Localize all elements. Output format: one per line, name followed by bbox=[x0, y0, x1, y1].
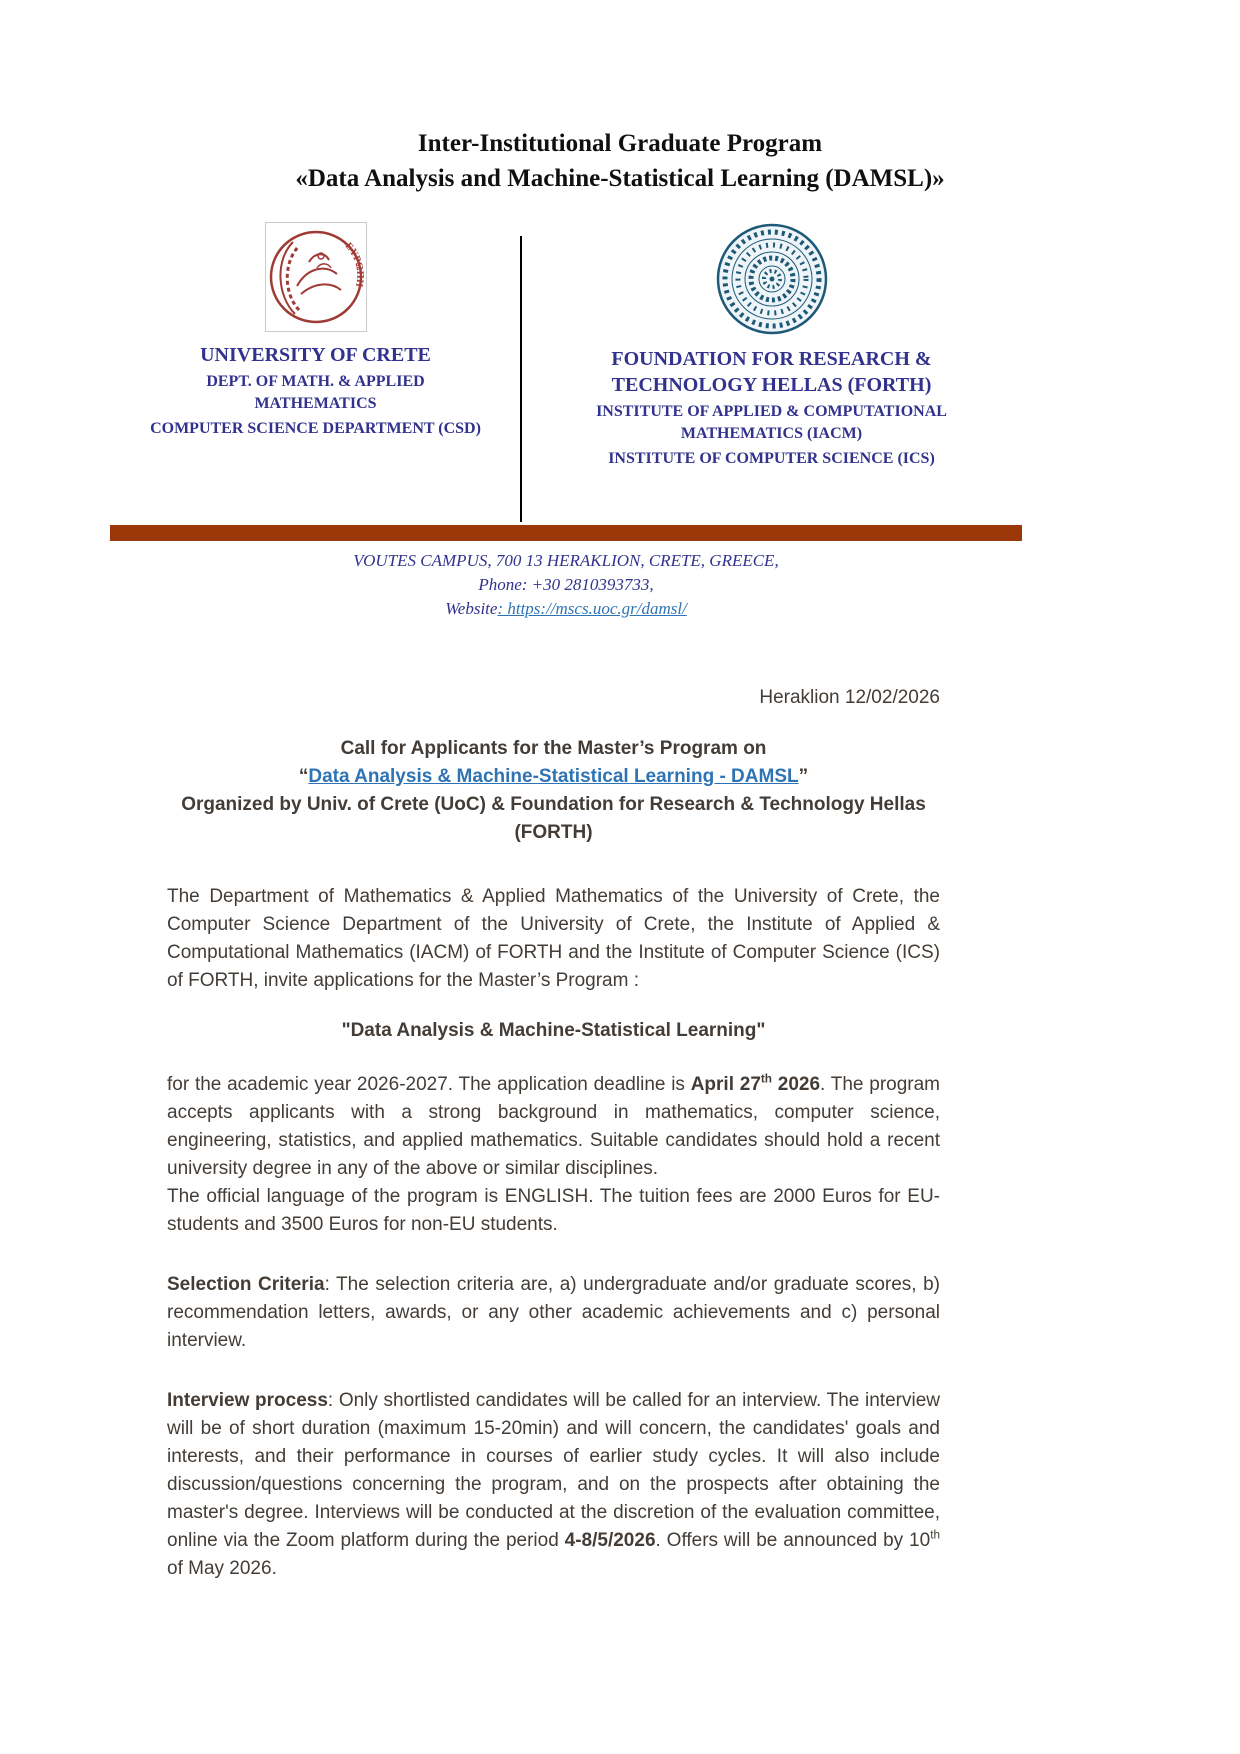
text-segment: . The program accepts applicants with a strong background in mathematics, computer science, engineering, statistics, and applied mathematics. Suitable candidates should hold a recent university degree in any of the above or similar disciplines. bbox=[167, 1074, 941, 1179]
text-segment: Selection Criteria bbox=[167, 1274, 325, 1295]
interview-process-paragraph bbox=[167, 1387, 940, 1583]
text-segment: April 27 bbox=[690, 1074, 761, 1095]
document-title bbox=[0, 0, 1240, 196]
contact-block bbox=[110, 549, 1022, 621]
university-of-crete-column bbox=[110, 222, 521, 522]
text-segment: . Offers will be announced by 10 bbox=[655, 1530, 931, 1551]
text-segment: th bbox=[760, 1072, 772, 1086]
call-heading-line1: Call for Applicants for the Master’s Program on bbox=[340, 738, 767, 759]
program-title: "Data Analysis & Machine-Statistical Learning" bbox=[341, 1020, 766, 1041]
website-line bbox=[110, 597, 1022, 621]
forth-institution-name: FOUNDATION FOR RESEARCH & TECHNOLOGY HELLAS (FORTH) bbox=[611, 348, 932, 396]
uoc-department: DEPT. OF MATH. & APPLIED MATHEMATICS bbox=[206, 373, 425, 412]
column-divider bbox=[520, 236, 522, 522]
text-segment: “ bbox=[298, 766, 309, 787]
website-label: Website bbox=[445, 599, 498, 618]
forth-iacm-institute: INSTITUTE OF APPLIED & COMPUTATIONAL MATHEMATICS (IACM) bbox=[596, 403, 947, 442]
language-paragraph: The official language of the program is ENGLISH. The tuition fees are 2000 Euros for EU-students and 3500 Euros for non-EU students. bbox=[167, 1186, 940, 1235]
phone-line: Phone: +30 2810393733, bbox=[478, 575, 654, 594]
document-body bbox=[167, 685, 940, 1583]
forth-column bbox=[521, 222, 1022, 522]
university-of-crete-seal-icon bbox=[265, 222, 367, 332]
selection-criteria-paragraph bbox=[167, 1271, 940, 1355]
forth-ics-institute: INSTITUTE OF COMPUTER SCIENCE (ICS) bbox=[608, 450, 935, 467]
text-segment: th bbox=[930, 1528, 940, 1542]
text-segment: : The selection criteria are, a) undergraduate and/or graduate scores, b) recommendation letters, awards, or any other academic achievements and c) personal interview. bbox=[167, 1274, 941, 1351]
document-title-line2: «Data Analysis and Machine-Statistical Learning (DAMSL)» bbox=[295, 165, 945, 192]
damsl-program-link[interactable]: Data Analysis & Machine-Statistical Learning - DAMSL bbox=[308, 766, 799, 787]
text-segment: Interview process bbox=[167, 1390, 328, 1411]
text-segment: of May 2026. bbox=[167, 1558, 277, 1579]
deadline-paragraph bbox=[167, 1071, 940, 1183]
text-segment: 4-8/5/2026 bbox=[564, 1530, 656, 1551]
document-title-line1: Inter-Institutional Graduate Program bbox=[417, 130, 823, 157]
dateline: Heraklion 12/02/2026 bbox=[759, 687, 940, 708]
uoc-institution-name: UNIVERSITY OF CRETE bbox=[200, 344, 431, 366]
svg-text:ΕΥΡΩΠΗ: ΕΥΡΩΠΗ bbox=[342, 240, 365, 288]
accent-divider-bar bbox=[110, 525, 1022, 541]
text-segment: ” bbox=[798, 766, 809, 787]
text-segment: for the academic year 2026-2027. The application deadline is bbox=[167, 1074, 691, 1095]
intro-paragraph: The Department of Mathematics & Applied Mathematics of the University of Crete, the Computer Science Department of the University of Crete, the Institute of Applied & Computational Mathematics (IACM) of FORTH and the Institute of Computer Science (ICS) of FORTH, invite applications for the Master’s Program : bbox=[167, 886, 940, 991]
call-heading bbox=[167, 735, 940, 847]
address-line: VOUTES CAMPUS, 700 13 HERAKLION, CRETE, GREECE, bbox=[353, 551, 779, 570]
text-segment: 2026 bbox=[772, 1074, 821, 1095]
university-of-crete-logo bbox=[110, 222, 521, 332]
institutions-header bbox=[110, 222, 1022, 522]
forth-logo bbox=[521, 222, 1022, 336]
text-segment: : Only shortlisted candidates will be called for an interview. The interview will be of short duration (maximum 15-20min) and will concern, the candidates' goals and interests, and their performance in courses of earlier study cycles. It will also include discussion/questions concerning the program, and on the prospects after obtaining the master's degree. Interviews will be conducted at the discretion of the evaluation committee, online via the Zoom platform during the period bbox=[167, 1390, 940, 1551]
uoc-csd-department: COMPUTER SCIENCE DEPARTMENT (CSD) bbox=[150, 420, 481, 437]
phaistos-disc-icon bbox=[715, 222, 829, 336]
call-heading-line3: Organized by Univ. of Crete (UoC) & Foundation for Research & Technology Hellas (FORTH) bbox=[181, 794, 926, 843]
call-heading-line2 bbox=[167, 763, 940, 791]
website-link[interactable]: : https://mscs.uoc.gr/damsl/ bbox=[497, 599, 687, 618]
